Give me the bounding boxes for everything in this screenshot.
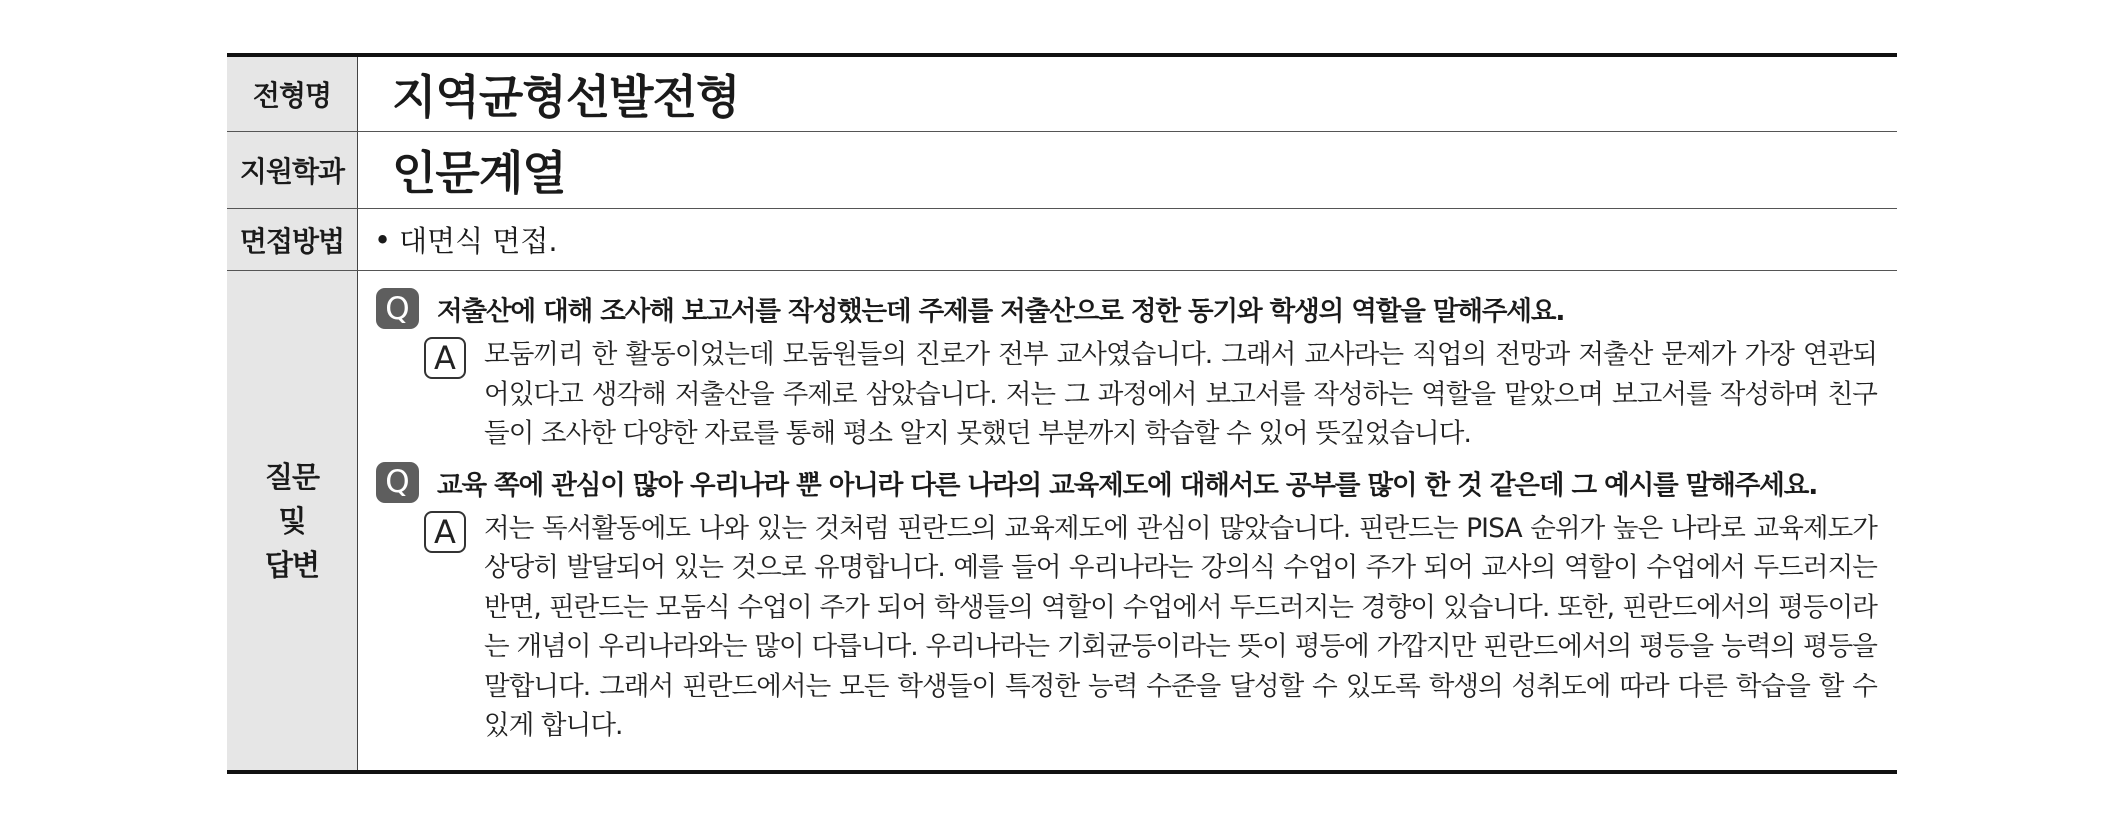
- qa-row: [227, 271, 1897, 770]
- answer-badge-icon: A: [424, 511, 466, 553]
- bullet-icon: •: [374, 222, 392, 257]
- question-text: 교육 쪽에 관심이 많아 우리나라 뿐 아니라 다른 나라의 교육제도에 대해서도 공부를 많이 한 것 같은데 그 예시를 말해주세요.: [437, 469, 1818, 501]
- question-text: 저출산에 대해 조사해 보고서를 작성했는데 주제를 저출산으로 정한 동기와 학생의 역할을 말해주세요.: [437, 296, 1565, 327]
- qa-label-line: 질문: [264, 459, 320, 494]
- interview-method-label: 면접방법: [227, 209, 358, 270]
- question-item: [376, 462, 1881, 503]
- question-item: [376, 288, 1881, 329]
- interview-table: [227, 53, 1897, 774]
- answer-badge-icon: A: [424, 337, 466, 379]
- interview-method-cell: [358, 209, 1897, 270]
- qa-label-line: 답변: [264, 547, 320, 582]
- interview-method-value: 대면식 면접.: [399, 224, 558, 258]
- answer-text: 모둠끼리 한 활동이었는데 모둠원들의 진로가 전부 교사였습니다. 그래서 교사라는 직업의 전망과 저출산 문제가 가장 연관되어있다고 생각해 저출산을 주제로 삼았습니다. 저는 그 과정에서 보고서를 작성하는 역할을 맡았으며 보고서를 작성하며 친구들이 조사한 다양한 자료를 통해 평소 알지 못했던 부분까지 학습할 수 있어 뜻깊었습니다.: [484, 339, 1877, 449]
- qa-content: [358, 271, 1897, 770]
- department-cell: [358, 132, 1897, 208]
- answer-text: 저는 독서활동에도 나와 있는 것처럼 핀란드의 교육제도에 관심이 많았습니다. 핀란드는 PISA 순위가 높은 나라로 교육제도가 상당히 발달되어 있는 것으로 유명합니다. 예를 들어 우리나라는 강의식 수업이 주가 되어 교사의 역할이 수업에서 두드러지는 반면, 핀란드는 모둠식 수업이 주가 되어 학생들의 역할이 수업에서 두드러지는 경향이 있습니다. 또한, 핀란드에서의 평등이라는 개념이 우리나라와는 많이 다릅니다. 우리나라는 기회균등이라는 뜻이 평등에 가깝지만 핀란드에서의 평등을 능력의 평등을 말합니다. 그래서 핀란드에서는 모든 학생들이 특정한 능력 수준을 달성할 수 있도록 학생의 성취도에 따라 다른 학습을 할 수 있게 합니다.: [484, 512, 1877, 741]
- question-badge-icon: Q: [376, 288, 419, 329]
- admission-type-cell: [358, 57, 1897, 131]
- interview-method-row: [227, 209, 1897, 271]
- question-badge-icon: Q: [376, 462, 419, 503]
- qa-label-line: 및: [278, 503, 306, 538]
- answer-item: [424, 335, 1881, 454]
- department-row: [227, 132, 1897, 209]
- department-label: 지원학과: [227, 132, 358, 208]
- qa-label: [227, 271, 358, 770]
- admission-type-row: [227, 57, 1897, 132]
- answer-item: [424, 509, 1881, 746]
- admission-type-label: 전형명: [227, 57, 358, 131]
- admission-type-value: 지역균형선발전형: [392, 70, 740, 124]
- department-value: 인문계열: [392, 146, 566, 200]
